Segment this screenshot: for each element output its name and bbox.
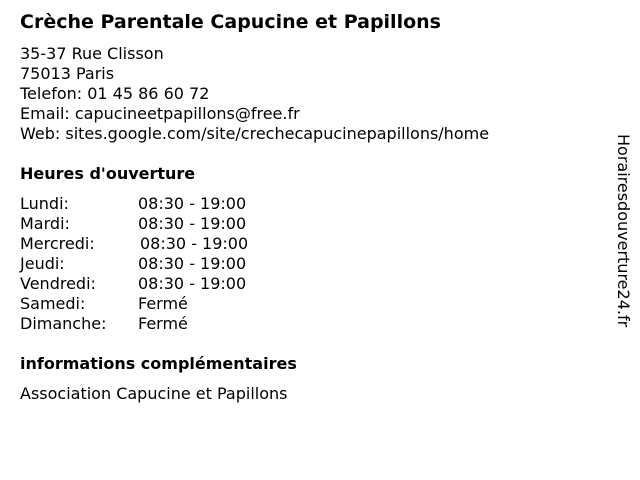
hours-row-monday	[20, 194, 320, 214]
phone-number: Telefon: 01 45 86 60 72	[20, 84, 210, 103]
hours-row-thursday	[20, 254, 320, 274]
hours-row-tuesday	[20, 214, 320, 234]
additional-info-text: Association Capucine et Papillons	[20, 384, 288, 403]
address-street: 35-37 Rue Clisson	[20, 44, 164, 63]
hours-row-saturday	[20, 294, 320, 314]
address-city: 75013 Paris	[20, 64, 115, 83]
email-address: Email: capucineetpapillons@free.fr	[20, 104, 300, 123]
day-label: Mardi:	[20, 214, 70, 233]
hours-row-friday	[20, 274, 320, 294]
opening-hours-heading: Heures d'ouverture	[20, 164, 196, 183]
additional-info-heading: informations complémentaires	[20, 354, 297, 373]
day-label: Samedi:	[20, 294, 86, 313]
time-value: Fermé	[138, 294, 188, 313]
day-label: Mercredi:	[20, 234, 95, 253]
hours-row-sunday	[20, 314, 320, 334]
time-value: 08:30 - 19:00	[138, 274, 247, 293]
time-value: 08:30 - 19:00	[140, 234, 249, 253]
day-label: Dimanche:	[20, 314, 107, 333]
website-url: Web: sites.google.com/site/crechecapucinepapillons/home	[20, 124, 490, 143]
time-value: Fermé	[138, 314, 188, 333]
day-label: Vendredi:	[20, 274, 96, 293]
time-value: 08:30 - 19:00	[138, 254, 247, 273]
site-brand-watermark: Horairesdouverture24.fr	[614, 134, 633, 328]
hours-row-wednesday	[20, 234, 320, 254]
contact-block	[20, 44, 489, 144]
opening-hours-list	[20, 194, 320, 334]
day-label: Lundi:	[20, 194, 69, 213]
time-value: 08:30 - 19:00	[138, 194, 247, 213]
business-name: Crèche Parentale Capucine et Papillons	[20, 11, 441, 33]
day-label: Jeudi:	[20, 254, 65, 273]
time-value: 08:30 - 19:00	[138, 214, 247, 233]
